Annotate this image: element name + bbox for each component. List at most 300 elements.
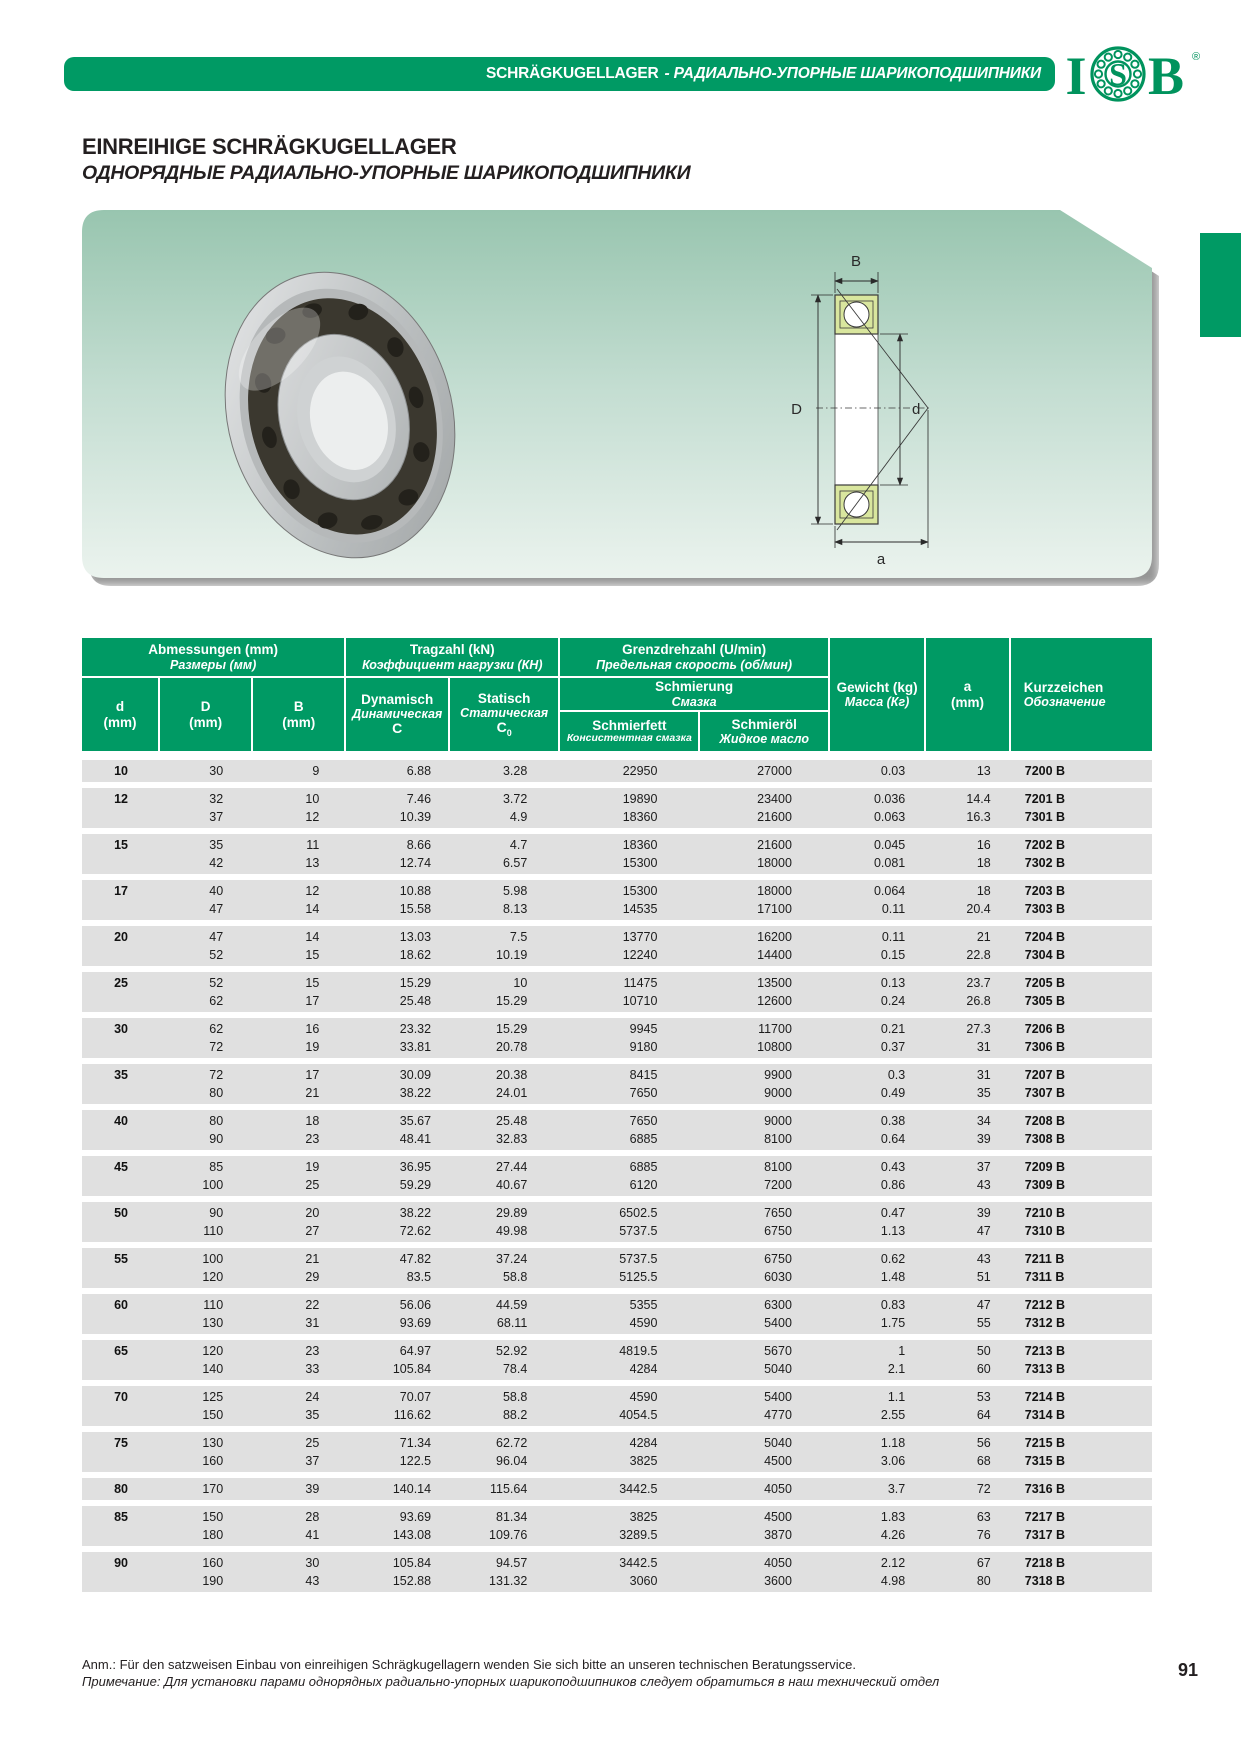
table-row xyxy=(82,1480,1152,1498)
footer-note-de: Anm.: Für den satzweisen Einbau von einreihigen Schrägkugellagern wenden Sie sich bitte an unseren technischen Beratungsservice. xyxy=(82,1657,856,1672)
cell-designation: 7316 B xyxy=(1024,1482,1066,1496)
cell-value: 8.66 xyxy=(406,838,432,852)
cell-d: 20 xyxy=(114,930,128,944)
cell-value: 29 xyxy=(305,1270,320,1284)
cell-designation: 7311 B xyxy=(1024,1270,1065,1284)
cell-value: 48.41 xyxy=(399,1132,432,1146)
cell-d: 45 xyxy=(114,1160,128,1174)
cell-value: 18360 xyxy=(622,838,658,852)
cell-value: 11700 xyxy=(758,1022,792,1036)
cell-value: 38.22 xyxy=(399,1086,432,1100)
bearing-cross-section-drawing xyxy=(690,230,940,570)
cell-value: 10710 xyxy=(622,994,658,1008)
cell-d: 50 xyxy=(114,1206,128,1220)
cell-designation: 7205 B xyxy=(1024,976,1066,990)
cell-value: 20 xyxy=(305,1206,320,1220)
cell-value: 4.9 xyxy=(509,810,528,824)
table-row xyxy=(82,992,1152,1010)
table-group xyxy=(82,760,1152,782)
cell-designation: 7307 B xyxy=(1024,1086,1066,1100)
cell-value: 13 xyxy=(305,856,320,870)
cell-value: 4500 xyxy=(764,1510,792,1524)
cell-value: 16.3 xyxy=(966,810,991,824)
cell-value: 12 xyxy=(305,810,320,824)
cell-d: 85 xyxy=(114,1510,128,1524)
cell-value: 39 xyxy=(976,1132,991,1146)
table-row xyxy=(82,1434,1152,1452)
cell-value: 3.7 xyxy=(887,1482,906,1496)
cell-value: 17100 xyxy=(757,902,792,916)
cell-d xyxy=(82,1222,160,1240)
cell-value: 6.57 xyxy=(502,856,528,870)
cell-value: 0.11 xyxy=(881,930,906,944)
table-group xyxy=(82,1478,1152,1500)
cell-designation: 7203 B xyxy=(1024,884,1066,898)
cell-value: 0.47 xyxy=(880,1206,906,1220)
cell-value: 80 xyxy=(209,1086,224,1100)
cell-value: 27.44 xyxy=(496,1160,528,1174)
cell-d xyxy=(82,1084,160,1102)
cell-value: 7650 xyxy=(629,1086,658,1100)
table-group xyxy=(82,1248,1152,1288)
cell-value: 37 xyxy=(976,1160,991,1174)
header-title-ru: - РАДИАЛЬНО-УПОРНЫЕ ШАРИКОПОДШИПНИКИ xyxy=(664,65,1041,82)
cell-value: 8100 xyxy=(764,1160,792,1174)
cell-value: 40.67 xyxy=(496,1178,528,1192)
table-row xyxy=(82,836,1152,854)
cell-value: 20.78 xyxy=(496,1040,528,1054)
cell-value: 14 xyxy=(305,902,320,916)
cell-value: 12240 xyxy=(622,948,658,962)
cell-value: 16200 xyxy=(757,930,792,944)
cell-value: 20.4 xyxy=(966,902,991,916)
cell-value: 3825 xyxy=(629,1454,658,1468)
cell-designation: 7304 B xyxy=(1024,948,1066,962)
cell-value: 52 xyxy=(209,976,224,990)
cell-value: 67 xyxy=(976,1556,991,1570)
cell-value: 8.13 xyxy=(502,902,528,916)
cell-d: 60 xyxy=(114,1298,128,1312)
cell-designation: 7211 B xyxy=(1024,1252,1065,1266)
cell-value: 18 xyxy=(976,884,991,898)
table-row xyxy=(82,1314,1152,1332)
cell-value: 37.24 xyxy=(496,1252,528,1266)
table-group xyxy=(82,1386,1152,1426)
col-group-lubrication: Schmierung Смазка xyxy=(560,678,830,712)
cell-value: 43 xyxy=(976,1178,991,1192)
cell-value: 2.1 xyxy=(887,1362,906,1376)
cell-value: 180 xyxy=(202,1528,224,1542)
cell-value: 4770 xyxy=(764,1408,792,1422)
cell-value: 6120 xyxy=(629,1178,658,1192)
cell-value: 21600 xyxy=(757,838,792,852)
cell-value: 32 xyxy=(209,792,224,806)
cell-value: 160 xyxy=(202,1556,224,1570)
cell-d: 10 xyxy=(114,764,128,778)
cell-value: 130 xyxy=(202,1316,224,1330)
cell-value: 39 xyxy=(976,1206,991,1220)
cell-value: 16 xyxy=(976,838,991,852)
cell-value: 6502.5 xyxy=(619,1206,658,1220)
cell-designation: 7301 B xyxy=(1024,810,1066,824)
col-dynamic-C: Dynamisch Динамическая C xyxy=(346,678,450,751)
cell-value: 6750 xyxy=(764,1224,792,1238)
cell-value: 1.1 xyxy=(887,1390,906,1404)
cell-value: 0.081 xyxy=(873,856,906,870)
cell-value: 7.46 xyxy=(406,792,432,806)
cell-value: 56 xyxy=(976,1436,991,1450)
cell-value: 4050 xyxy=(764,1556,792,1570)
cell-designation: 7215 B xyxy=(1024,1436,1066,1450)
cell-d: 90 xyxy=(114,1556,128,1570)
cell-value: 1.13 xyxy=(880,1224,906,1238)
cell-value: 21 xyxy=(305,1252,320,1266)
cell-value: 14535 xyxy=(622,902,658,916)
cell-value: 27000 xyxy=(757,764,792,778)
table-group xyxy=(82,1064,1152,1104)
cell-value: 3825 xyxy=(629,1510,658,1524)
cell-value: 18.62 xyxy=(399,948,432,962)
cell-value: 90 xyxy=(209,1132,224,1146)
cell-value: 5737.5 xyxy=(619,1224,658,1238)
cell-value: 52 xyxy=(209,948,224,962)
cell-value: 9900 xyxy=(764,1068,792,1082)
cell-designation: 7305 B xyxy=(1024,994,1066,1008)
cell-designation: 7302 B xyxy=(1024,856,1066,870)
cell-value: 18 xyxy=(976,856,991,870)
cell-value: 36.95 xyxy=(399,1160,432,1174)
cell-value: 0.86 xyxy=(880,1178,906,1192)
cell-value: 6.88 xyxy=(406,764,432,778)
cell-value: 105.84 xyxy=(392,1362,432,1376)
table-row xyxy=(82,1066,1152,1084)
cell-value: 105.84 xyxy=(392,1556,432,1570)
cell-value: 14400 xyxy=(757,948,792,962)
cell-value: 35 xyxy=(209,838,224,852)
cell-value: 29.89 xyxy=(496,1206,528,1220)
cell-value: 80 xyxy=(209,1114,224,1128)
cell-value: 116.62 xyxy=(393,1408,432,1422)
cell-value: 93.69 xyxy=(399,1316,432,1330)
col-designation: Kurzzeichen Обозначение xyxy=(1011,638,1152,751)
cell-value: 4590 xyxy=(629,1316,658,1330)
cell-value: 43 xyxy=(305,1574,320,1588)
table-group xyxy=(82,1156,1152,1196)
cell-value: 10.39 xyxy=(399,810,432,824)
table-group xyxy=(82,1506,1152,1546)
cell-value: 9945 xyxy=(629,1022,658,1036)
cell-designation: 7214 B xyxy=(1024,1390,1066,1404)
cell-designation: 7306 B xyxy=(1024,1040,1066,1054)
cell-value: 31 xyxy=(976,1040,991,1054)
table-row xyxy=(82,1084,1152,1102)
cell-value: 62 xyxy=(209,1022,224,1036)
cell-value: 42 xyxy=(209,856,224,870)
cell-value: 71.34 xyxy=(399,1436,432,1450)
cell-d xyxy=(82,946,160,964)
cell-value: 5737.5 xyxy=(619,1252,658,1266)
cell-value: 11475 xyxy=(623,976,658,990)
logo-registered-icon: ® xyxy=(1192,51,1201,63)
table-row xyxy=(82,1452,1152,1470)
cell-value: 5125.5 xyxy=(619,1270,658,1284)
cell-value: 27 xyxy=(305,1224,320,1238)
cell-value: 3.72 xyxy=(502,792,528,806)
cell-value: 22 xyxy=(305,1298,320,1312)
table-group xyxy=(82,880,1152,920)
cell-value: 6030 xyxy=(764,1270,792,1284)
cell-value: 23 xyxy=(305,1132,320,1146)
cell-value: 10800 xyxy=(757,1040,792,1054)
table-group xyxy=(82,1294,1152,1334)
cell-designation: 7310 B xyxy=(1024,1224,1066,1238)
table-row xyxy=(82,1176,1152,1194)
cell-value: 27.3 xyxy=(966,1022,991,1036)
cell-value: 53 xyxy=(976,1390,991,1404)
cell-value: 68 xyxy=(976,1454,991,1468)
cell-designation: 7210 B xyxy=(1024,1206,1066,1220)
cell-value: 35 xyxy=(305,1408,320,1422)
cell-value: 9000 xyxy=(764,1114,792,1128)
cell-d: 30 xyxy=(114,1022,128,1036)
cell-value: 52.92 xyxy=(496,1344,528,1358)
cell-designation: 7208 B xyxy=(1024,1114,1066,1128)
table-row xyxy=(82,1296,1152,1314)
table-row xyxy=(82,1508,1152,1526)
cell-value: 96.04 xyxy=(496,1454,528,1468)
cell-value: 5400 xyxy=(764,1316,792,1330)
dim-label-d: d xyxy=(912,401,921,418)
cell-d xyxy=(82,1038,160,1056)
cell-value: 5040 xyxy=(764,1436,792,1450)
cell-d: 75 xyxy=(114,1436,128,1450)
cell-value: 0.064 xyxy=(873,884,906,898)
cell-value: 22.8 xyxy=(966,948,991,962)
cell-value: 15.29 xyxy=(399,976,432,990)
footer-note-ru: Примечание: Для установки парами однорядных радиально-упорных шарикоподшипников следует обратиться в наш технический отдел xyxy=(82,1674,940,1689)
cell-value: 7.5 xyxy=(509,930,528,944)
cell-value: 93.69 xyxy=(399,1510,432,1524)
cell-d xyxy=(82,992,160,1010)
cell-value: 4500 xyxy=(764,1454,792,1468)
cell-value: 17 xyxy=(305,1068,320,1082)
table-row xyxy=(82,1526,1152,1544)
cell-value: 152.88 xyxy=(392,1574,432,1588)
cell-value: 15300 xyxy=(622,856,658,870)
cell-value: 63 xyxy=(976,1510,991,1524)
cell-value: 130 xyxy=(202,1436,224,1450)
table-row xyxy=(82,1020,1152,1038)
cell-d xyxy=(82,900,160,918)
table-body xyxy=(82,760,1152,1592)
cell-value: 3289.5 xyxy=(619,1528,658,1542)
cell-d: 70 xyxy=(114,1390,128,1404)
cell-designation: 7204 B xyxy=(1024,930,1066,944)
logo-letter-i: I xyxy=(1065,46,1087,106)
cell-value: 16 xyxy=(305,1022,320,1036)
table-row xyxy=(82,1554,1152,1572)
cell-value: 47 xyxy=(976,1298,991,1312)
cell-value: 12.74 xyxy=(399,856,432,870)
cell-designation: 7312 B xyxy=(1024,1316,1066,1330)
table-group xyxy=(82,788,1152,828)
col-a: a (mm) xyxy=(926,638,1011,751)
cell-d xyxy=(82,1314,160,1332)
cell-designation: 7218 B xyxy=(1024,1556,1066,1570)
cell-value: 0.64 xyxy=(880,1132,906,1146)
table-row xyxy=(82,1268,1152,1286)
table-row xyxy=(82,1112,1152,1130)
cell-value: 150 xyxy=(202,1510,224,1524)
cell-value: 21600 xyxy=(757,810,792,824)
cell-value: 15.58 xyxy=(399,902,432,916)
cell-d xyxy=(82,1526,160,1544)
cell-value: 7200 xyxy=(764,1178,792,1192)
cell-value: 3.28 xyxy=(502,764,528,778)
col-weight: Gewicht (kg) Масса (Кг) xyxy=(830,638,926,751)
cell-designation: 7212 B xyxy=(1024,1298,1066,1312)
cell-designation: 7202 B xyxy=(1024,838,1066,852)
col-group-load-rating: Tragzahl (kN) Коэффициент нагрузки (КН) xyxy=(346,638,560,678)
cell-value: 59.29 xyxy=(399,1178,432,1192)
col-group-limiting-speed: Grenzdrehzahl (U/min) Предельная скорость (об/мин) xyxy=(560,638,830,678)
table-row xyxy=(82,790,1152,808)
cell-value: 41 xyxy=(305,1528,320,1542)
cell-value: 35 xyxy=(976,1086,991,1100)
cell-value: 0.036 xyxy=(873,792,906,806)
cell-value: 0.37 xyxy=(880,1040,906,1054)
cell-value: 3060 xyxy=(629,1574,658,1588)
cell-designation: 7317 B xyxy=(1024,1528,1066,1542)
cell-value: 3870 xyxy=(764,1528,792,1542)
cell-value: 1 xyxy=(898,1344,906,1358)
cell-value: 0.49 xyxy=(880,1086,906,1100)
cell-value: 8100 xyxy=(764,1132,792,1146)
cell-value: 4284 xyxy=(629,1362,658,1376)
bearing-table xyxy=(82,638,1152,1598)
cell-value: 0.063 xyxy=(873,810,906,824)
cell-value: 6750 xyxy=(764,1252,792,1266)
cell-value: 1.83 xyxy=(880,1510,906,1524)
col-B: B (mm) xyxy=(253,678,346,751)
cell-value: 21 xyxy=(976,930,991,944)
cell-value: 7650 xyxy=(629,1114,658,1128)
table-group xyxy=(82,1110,1152,1150)
col-oil: Schmieröl Жидкое масло xyxy=(700,712,829,751)
cell-value: 60 xyxy=(976,1362,991,1376)
table-row xyxy=(82,1222,1152,1240)
table-row xyxy=(82,854,1152,872)
cell-value: 0.43 xyxy=(880,1160,906,1174)
cell-value: 10 xyxy=(513,976,528,990)
cell-value: 35.67 xyxy=(399,1114,432,1128)
cell-value: 0.62 xyxy=(880,1252,906,1266)
cell-value: 55 xyxy=(976,1316,991,1330)
table-group xyxy=(82,1202,1152,1242)
header-title-de: SCHRÄGKUGELLAGER xyxy=(486,65,659,82)
table-group xyxy=(82,1552,1152,1592)
cell-value: 5355 xyxy=(629,1298,658,1312)
section-side-tab xyxy=(1200,233,1241,337)
table-row xyxy=(82,1130,1152,1148)
cell-d xyxy=(82,808,160,826)
cell-value: 15 xyxy=(305,948,320,962)
table-row xyxy=(82,928,1152,946)
cell-value: 4.7 xyxy=(509,838,528,852)
cell-value: 0.83 xyxy=(880,1298,906,1312)
table-group xyxy=(82,834,1152,874)
cell-value: 21 xyxy=(305,1086,320,1100)
cell-value: 15.29 xyxy=(496,994,528,1008)
cell-d: 55 xyxy=(114,1252,128,1266)
cell-value: 14 xyxy=(305,930,320,944)
cell-value: 15 xyxy=(305,976,320,990)
cell-value: 37 xyxy=(209,810,224,824)
cell-value: 81.34 xyxy=(496,1510,528,1524)
cell-value: 12 xyxy=(305,884,320,898)
cell-value: 190 xyxy=(202,1574,224,1588)
cell-value: 85 xyxy=(209,1160,224,1174)
cell-designation: 7209 B xyxy=(1024,1160,1066,1174)
table-row xyxy=(82,946,1152,964)
cell-value: 8415 xyxy=(629,1068,658,1082)
cell-value: 11 xyxy=(306,838,320,852)
col-d: d (mm) xyxy=(82,678,160,751)
cell-value: 25.48 xyxy=(496,1114,528,1128)
cell-value: 72 xyxy=(209,1068,224,1082)
cell-value: 2.12 xyxy=(880,1556,906,1570)
cell-value: 23.7 xyxy=(966,976,991,990)
cell-value: 43 xyxy=(976,1252,991,1266)
cell-designation: 7217 B xyxy=(1024,1510,1066,1524)
cell-designation: 7318 B xyxy=(1024,1574,1066,1588)
footer-notes xyxy=(82,1656,1082,1690)
table-group xyxy=(82,926,1152,966)
cell-value: 0.11 xyxy=(881,902,906,916)
cell-value: 0.045 xyxy=(873,838,906,852)
cell-designation: 7314 B xyxy=(1024,1408,1066,1422)
cell-value: 38.22 xyxy=(399,1206,432,1220)
cell-value: 4284 xyxy=(629,1436,658,1450)
cell-value: 18000 xyxy=(757,856,792,870)
cell-d xyxy=(82,1268,160,1286)
cell-value: 120 xyxy=(202,1344,224,1358)
cell-value: 58.8 xyxy=(502,1270,528,1284)
cell-value: 72 xyxy=(976,1482,991,1496)
cell-value: 13770 xyxy=(622,930,658,944)
cell-value: 4590 xyxy=(629,1390,658,1404)
cell-value: 47.82 xyxy=(399,1252,432,1266)
cell-value: 62 xyxy=(209,994,224,1008)
cell-value: 0.03 xyxy=(880,764,906,778)
cell-value: 5400 xyxy=(764,1390,792,1404)
cell-value: 13.03 xyxy=(399,930,432,944)
cell-value: 4054.5 xyxy=(619,1408,658,1422)
cell-value: 143.08 xyxy=(392,1528,432,1542)
cell-value: 33 xyxy=(305,1362,320,1376)
cell-d: 35 xyxy=(114,1068,128,1082)
cell-d: 17 xyxy=(114,884,128,898)
cell-value: 109.76 xyxy=(489,1528,528,1542)
cell-value: 17 xyxy=(305,994,320,1008)
cell-value: 64.97 xyxy=(399,1344,432,1358)
cell-designation: 7206 B xyxy=(1024,1022,1066,1036)
cell-d xyxy=(82,1130,160,1148)
cell-value: 62.72 xyxy=(496,1436,528,1450)
table-row xyxy=(82,1342,1152,1360)
cell-value: 4819.5 xyxy=(619,1344,658,1358)
table-row xyxy=(82,1038,1152,1056)
